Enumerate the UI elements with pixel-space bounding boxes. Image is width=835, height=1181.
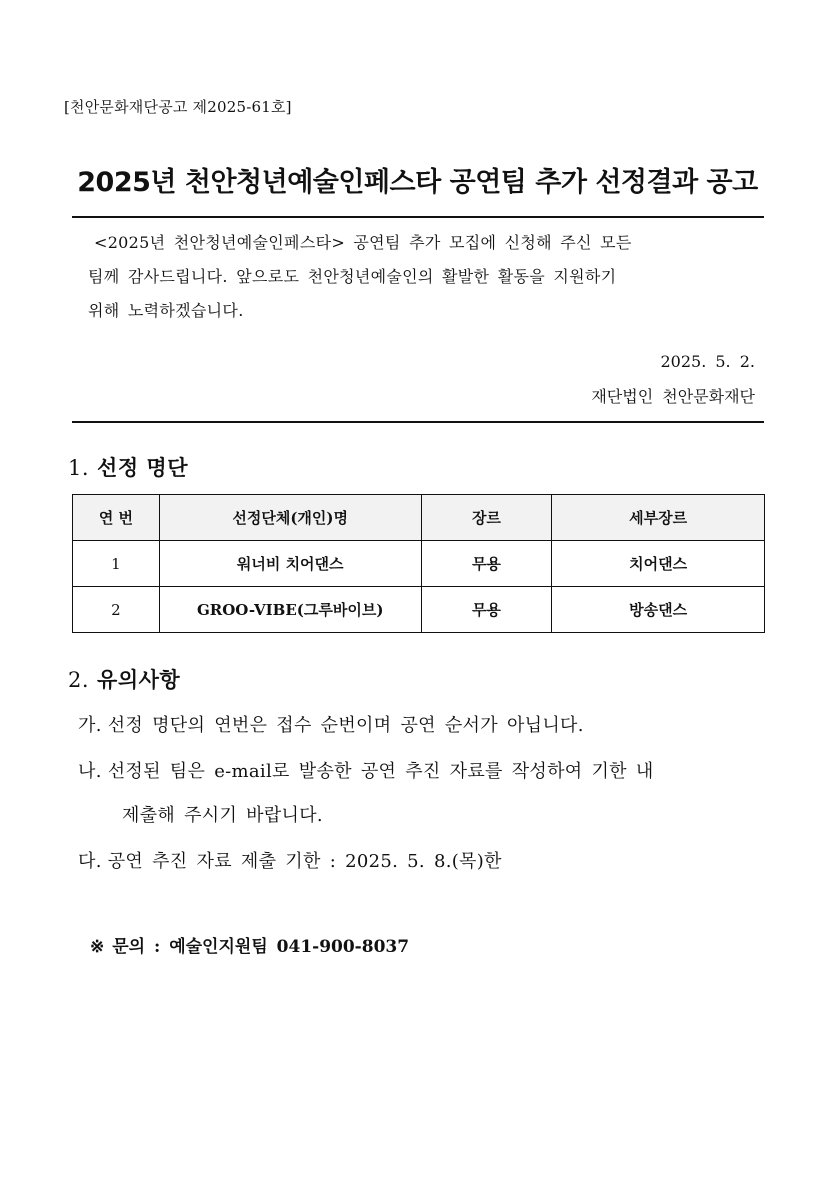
- section-number: 1.: [68, 456, 90, 480]
- column-header-sub-genre: 세부장르: [552, 495, 765, 541]
- notice-number: [천안문화재단공고 제2025-61호]: [64, 98, 292, 116]
- section-number: 2.: [68, 668, 90, 692]
- section-selection-list-heading: [68, 452, 188, 482]
- list-item-continuation: 제출해 주시기 바랍니다.: [122, 805, 323, 826]
- bottom-divider: [72, 421, 764, 423]
- intro-line: <2025년 천안청년예술인페스타> 공연팀 추가 모집에 신청해 주신 모든: [94, 233, 632, 252]
- list-item: [78, 842, 768, 882]
- cell-number: 2: [73, 587, 160, 633]
- table-row: [73, 541, 765, 587]
- document-title: 2025년 천안청년예술인페스타 공연팀 추가 선정결과 공고: [77, 167, 758, 198]
- contact-info: [90, 932, 409, 957]
- cell-sub-genre: 방송댄스: [552, 587, 765, 633]
- list-item-text: 선정된 팀은 e-mail로 발송한 공연 추진 자료를 작성하여 기한 내: [107, 761, 654, 782]
- cell-genre: 무용: [421, 587, 552, 633]
- column-header-genre: 장르: [421, 495, 552, 541]
- cell-number: 1: [73, 541, 160, 587]
- list-marker: 가.: [78, 715, 102, 736]
- top-divider: [72, 216, 764, 218]
- section-notes-heading: [68, 664, 180, 694]
- list-item: [78, 706, 768, 746]
- list-item-text: 공연 추진 자료 제출 기한 : 2025. 5. 8.(목)한: [107, 851, 502, 872]
- list-item: [78, 752, 768, 792]
- section-title: 선정 명단: [97, 455, 189, 480]
- intro-line: 팀께 감사드립니다. 앞으로도 천안청년예술인의 활발한 활동을 지원하기: [88, 267, 617, 286]
- issuing-organization: 재단법인 천안문화재단: [591, 387, 755, 406]
- announcement-date: 2025. 5. 2.: [660, 352, 755, 371]
- table-row: [73, 587, 765, 633]
- list-item-text: 선정 명단의 연번은 접수 순번이며 공연 순서가 아닙니다.: [107, 715, 584, 736]
- column-header-number: 연 번: [73, 495, 160, 541]
- list-marker: 나.: [78, 761, 102, 782]
- cell-team-name: GROO-VIBE(그루바이브): [159, 587, 421, 633]
- intro-line: 위해 노력하겠습니다.: [88, 301, 244, 320]
- intro-paragraph: [88, 226, 748, 328]
- reference-mark-icon: ※: [90, 937, 105, 957]
- table-header-row: [73, 495, 765, 541]
- notes-list: [78, 706, 768, 882]
- cell-team-name: 워너비 치어댄스: [159, 541, 421, 587]
- cell-genre: 무용: [421, 541, 552, 587]
- list-marker: 다.: [78, 851, 102, 872]
- contact-text: 문의 : 예술인지원팀 041-900-8037: [112, 937, 410, 957]
- section-title: 유의사항: [97, 667, 181, 692]
- selection-table: [72, 494, 765, 633]
- column-header-team-name: 선정단체(개인)명: [159, 495, 421, 541]
- cell-sub-genre: 치어댄스: [552, 541, 765, 587]
